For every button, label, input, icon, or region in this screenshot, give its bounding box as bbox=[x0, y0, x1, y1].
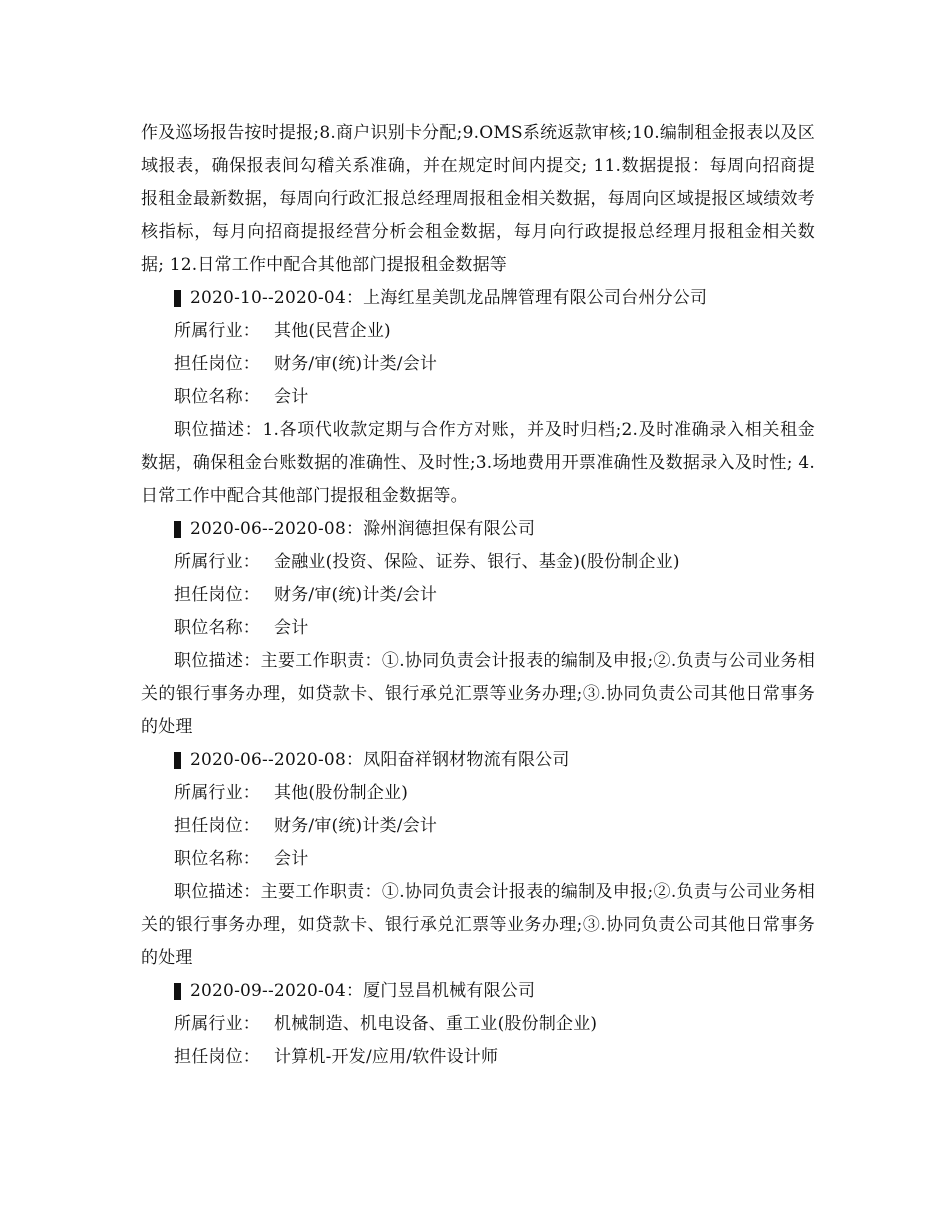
entry-header bbox=[141, 513, 815, 546]
post-row bbox=[141, 348, 815, 381]
description-row bbox=[141, 414, 815, 513]
post-label: 担任岗位： bbox=[174, 1047, 260, 1067]
document-body bbox=[141, 117, 815, 1074]
industry-row bbox=[141, 1008, 815, 1041]
description-label: 职位描述： bbox=[174, 651, 261, 671]
work-entry bbox=[141, 975, 815, 1074]
bullet-marker-icon bbox=[174, 290, 181, 307]
entry-header bbox=[141, 282, 815, 315]
entry-header-text: 2020-10--2020-04：上海红星美凯龙品牌管理有限公司台州分公司 bbox=[190, 288, 708, 308]
description-value: 主要工作职责：①.协同负责会计报表的编制及申报;②.负责与公司业务相关的银行事务办理，如贷款卡、银行承兑汇票等业务办理;③.协同负责公司其他日常事务的处理 bbox=[141, 882, 816, 968]
post-label: 担任岗位： bbox=[174, 816, 260, 836]
industry-label: 所属行业： bbox=[174, 552, 260, 572]
entry-header-text: 2020-06--2020-08：凤阳奋祥钢材物流有限公司 bbox=[190, 750, 570, 770]
post-row bbox=[141, 579, 815, 612]
description-value: 1.各项代收款定期与合作方对账，并及时归档;2.及时准确录入相关租金数据，确保租金台账数据的准确性、及时性;3.场地费用开票准确性及数据录入及时性; 4.日常工作中配合其他部门提报租金数据等。 bbox=[141, 420, 816, 506]
industry-label: 所属行业： bbox=[174, 783, 260, 803]
entry-header bbox=[141, 975, 815, 1008]
industry-value: 其他(民营企业) bbox=[274, 321, 391, 341]
description-value: 主要工作职责：①.协同负责会计报表的编制及申报;②.负责与公司业务相关的银行事务办理，如贷款卡、银行承兑汇票等业务办理;③.协同负责公司其他日常事务的处理 bbox=[141, 651, 816, 737]
title-label: 职位名称： bbox=[174, 387, 260, 407]
description-row bbox=[141, 876, 815, 975]
work-entry bbox=[141, 282, 815, 513]
title-row bbox=[141, 612, 815, 645]
title-label: 职位名称： bbox=[174, 618, 260, 638]
industry-label: 所属行业： bbox=[174, 1014, 260, 1034]
description-label: 职位描述： bbox=[174, 882, 261, 902]
industry-row bbox=[141, 777, 815, 810]
title-value: 会计 bbox=[274, 849, 309, 869]
industry-label: 所属行业： bbox=[174, 321, 260, 341]
entry-header-text: 2020-09--2020-04：厦门昱昌机械有限公司 bbox=[190, 981, 536, 1001]
description-row bbox=[141, 645, 815, 744]
post-value: 财务/审(统)计类/会计 bbox=[274, 585, 438, 605]
post-value: 财务/审(统)计类/会计 bbox=[274, 354, 438, 374]
continuation-paragraph: 作及巡场报告按时提报;8.商户识别卡分配;9.OMS系统返款审核;10.编制租金报表以及区域报表，确保报表间勾稽关系准确，并在规定时间内提交; 11.数据提报：每周向招商提报租金最新数据，每周向行政汇报总经理周报租金相关数据，每周向区域提报区域绩效考核指标，每月向招商提报经营分析会租金数据，每月向行政提报总经理月报租金相关数据; 12.日常工作中配合其他部门提报租金数据等 bbox=[141, 123, 815, 275]
work-entry bbox=[141, 744, 815, 975]
industry-value: 其他(股份制企业) bbox=[274, 783, 409, 803]
work-entry bbox=[141, 513, 815, 744]
entry-header bbox=[141, 744, 815, 777]
industry-row bbox=[141, 315, 815, 348]
post-label: 担任岗位： bbox=[174, 585, 260, 605]
description-label: 职位描述： bbox=[174, 420, 263, 440]
bullet-marker-icon bbox=[174, 983, 181, 1000]
industry-row bbox=[141, 546, 815, 579]
bullet-marker-icon bbox=[174, 752, 181, 769]
bullet-marker-icon bbox=[174, 521, 181, 538]
entry-header-text: 2020-06--2020-08：滁州润德担保有限公司 bbox=[190, 519, 536, 539]
post-row bbox=[141, 1041, 815, 1074]
industry-value: 金融业(投资、保险、证券、银行、基金)(股份制企业) bbox=[274, 552, 680, 572]
industry-value: 机械制造、机电设备、重工业(股份制企业) bbox=[274, 1014, 598, 1034]
title-row bbox=[141, 381, 815, 414]
title-row bbox=[141, 843, 815, 876]
title-label: 职位名称： bbox=[174, 849, 260, 869]
post-value: 财务/审(统)计类/会计 bbox=[274, 816, 438, 836]
title-value: 会计 bbox=[274, 387, 309, 407]
title-value: 会计 bbox=[274, 618, 309, 638]
post-value: 计算机-开发/应用/软件设计师 bbox=[274, 1047, 499, 1067]
post-label: 担任岗位： bbox=[174, 354, 260, 374]
post-row bbox=[141, 810, 815, 843]
